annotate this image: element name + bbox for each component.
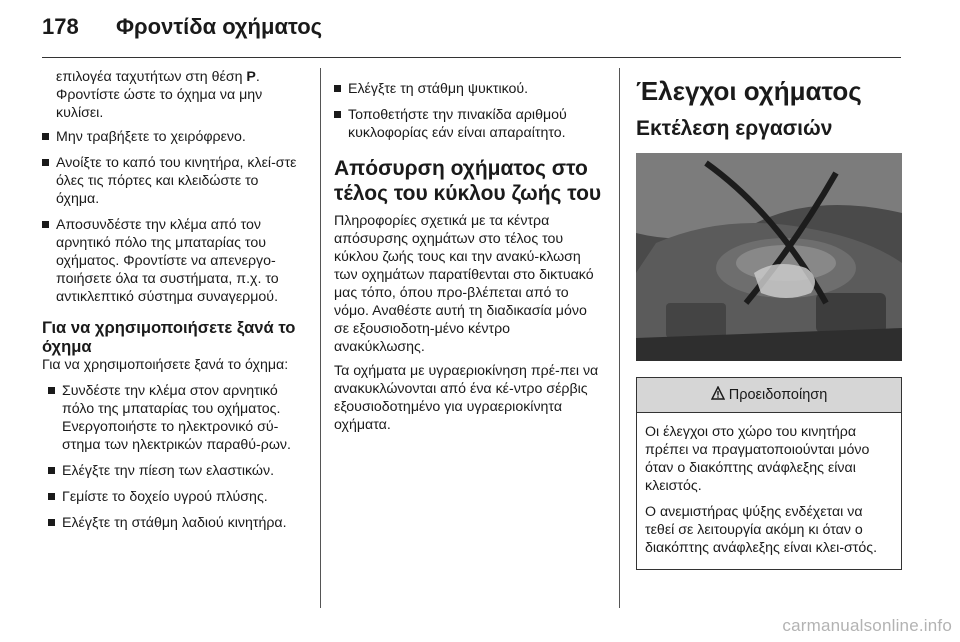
gear-position-p: P (246, 69, 256, 85)
header-rule (42, 57, 901, 58)
list-item: Ελέγξτε την πίεση των ελαστικών. (48, 462, 304, 480)
list-item: Συνδέστε την κλέμα στον αρνητικό πόλο της μπαταρίας του οχήματος. Ενεργοποιήστε το ηλεκτρονικό σύ-στημα των ηλεκτρικών παραθύ-ρων. (48, 382, 304, 454)
list-item: Ελέγξτε τη στάθμη λαδιού κινητήρα. (48, 514, 304, 532)
column-3 (636, 68, 902, 570)
list-item: Αποσυνδέστε την κλέμα από τον αρνητικό πόλο της μπαταρίας του οχήματος. Φροντίστε να απενεργο-ποιήσετε όλα τα συστήματα, π.χ. το αντικλεπτικό σύστημα συναγερμού. (42, 216, 304, 306)
list-item: Τοποθετήστε την πινακίδα αριθμού κυκλοφορίας εάν είναι απαραίτητο. (334, 106, 604, 142)
storage-steps-list (42, 128, 304, 306)
list-item: Γεμίστε το δοχείο υγρού πλύσης. (48, 488, 304, 506)
column-divider (619, 68, 620, 608)
warning-paragraph: Ο ανεμιστήρας ψύξης ενδέχεται να τεθεί σε λειτουργία ακόμη κι όταν ο διακόπτης ανάφλεξης είναι κλει-στός. (645, 504, 878, 556)
end-of-life-heading: Απόσυρση οχήματος στο τέλος του κύκλου ζωής του (334, 157, 602, 205)
column-divider (320, 68, 321, 608)
warning-paragraph: Οι έλεγχοι στο χώρο του κινητήρα πρέπει να πραγματοποιούνται μόνο όταν ο διακόπτης ανάφλεξης είναι κλειστός. (645, 424, 870, 494)
warning-header (637, 378, 901, 413)
engine-bay-illustration (636, 153, 902, 361)
warning-box (636, 377, 902, 570)
page-number: 178 (42, 14, 79, 39)
list-item: Ανοίξτε το καπό του κινητήρα, κλεί-στε όλες τις πόρτες και κλειδώστε το όχημα. (42, 154, 304, 208)
engine-bay-photo (636, 153, 902, 361)
vehicle-checks-heading: Έλεγχοι οχήματος (636, 76, 862, 106)
lpg-paragraph: Τα οχήματα με υγραεριοκίνηση πρέ-πει να ανακυκλώνονται από ένα κέ-ντρο σέρβις εξουσιοδοτημένο για υγραεριοκίνητα οχήματα. (334, 363, 599, 433)
list-item: Μην τραβήξετε το χειρόφρενο. (42, 128, 304, 146)
continued-paragraph: επιλογέα ταχυτήτων στη θέση P. Φροντίστε ώστε το όχημα να μην κυλίσει. (56, 69, 263, 121)
reuse-heading: Για να χρησιμοποιήσετε ξανά το όχημα (42, 318, 296, 356)
warning-body (637, 413, 901, 569)
warning-triangle-icon (711, 386, 725, 404)
reuse-steps-list (42, 382, 304, 532)
running-title: Φροντίδα οχήματος (116, 14, 323, 39)
warning-title: Προειδοποίηση (728, 387, 828, 403)
column-2 (334, 68, 604, 440)
list-item: Ελέγξτε τη στάθμη ψυκτικού. (334, 80, 604, 98)
reuse-steps-continued (334, 80, 604, 142)
column-1 (42, 68, 304, 540)
end-of-life-paragraph: Πληροφορίες σχετικά με τα κέντρα απόσυρσης οχημάτων στο τέλος του κύκλου ζωής τους και την ανακύ-κλωση των οχημάτων παρατίθενται στο δικτυακό μας τόπο, όπου προ-βλέπεται από το νόμο. Αναθέστε αυτή τη διαδικασία μόνο σε εξουσιοδοτη-μένο κέντρο ανακύκλωσης. (334, 213, 594, 355)
page-header (42, 14, 902, 54)
performing-work-heading: Εκτέλεση εργασιών (636, 117, 833, 140)
reuse-intro: Για να χρησιμοποιήσετε ξανά το όχημα: (42, 357, 289, 373)
watermark: carmanualsonline.info (782, 616, 952, 635)
